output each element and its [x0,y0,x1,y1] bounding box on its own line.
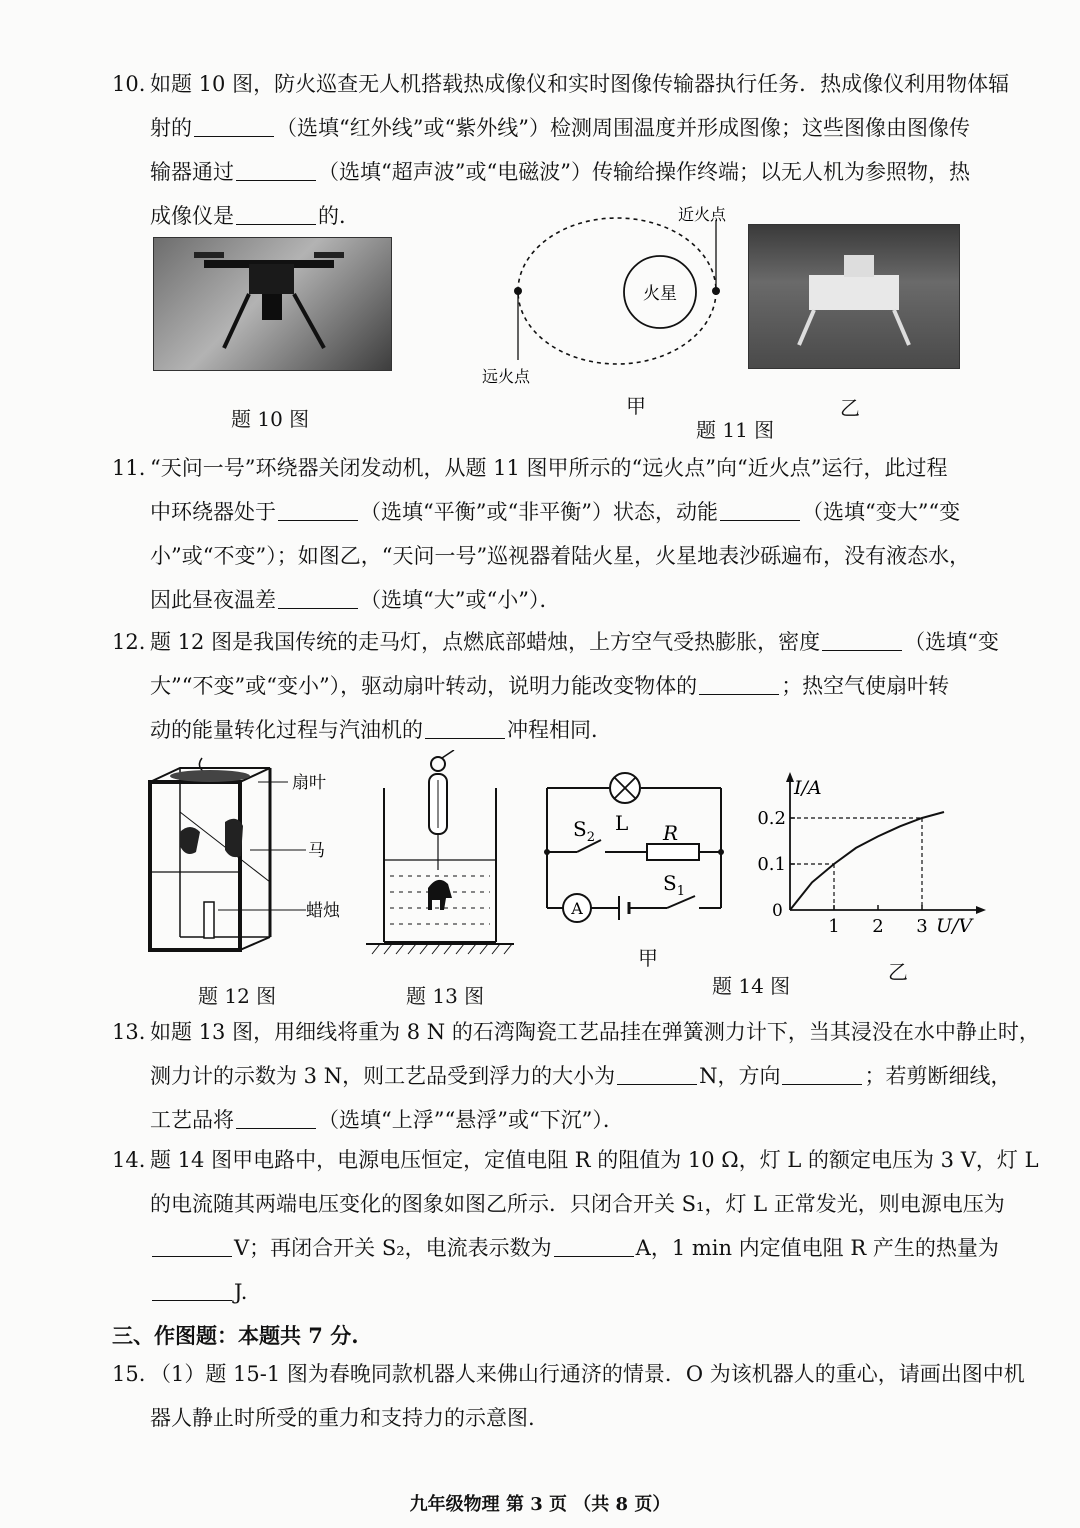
question-text: J. [150,1270,247,1314]
ammeter-label: A [571,899,583,918]
question-text: 小”或“不变”）；如图乙，“天问一号”巡视器着陆火星，火星地表沙砾遍布，没有液态水， [150,544,971,568]
iu-graph [750,770,990,940]
figure-label-jia: 甲 [638,946,658,970]
x-tick-label: 1 [828,916,840,937]
question-text: 如题 13 图，用细线将重为 8 N 的石湾陶瓷工艺品挂在弹簧测力计下，当其浸没在水中静止时， [150,1020,1040,1044]
lamp-label: L [615,811,629,835]
figure-caption: 题 10 图 [231,407,310,431]
ceramic-horse [428,880,452,910]
answer-blank[interactable] [236,1108,316,1129]
question-text: 输器通过 （选填“超声波”或“电磁波”）传输给操作终端；以无人机为参照物，热 [150,160,970,184]
answer-blank[interactable] [152,1280,232,1301]
answer-blank[interactable] [425,718,505,739]
figure-label-jia: 甲 [626,394,646,418]
question-text: （1）题 15-1 图为春晚同款机器人来佛山行通济的情景．O 为该机器人的重心，请画出图中机 [150,1362,1025,1386]
question-text: 成像仪是 的． [150,204,360,228]
circuit-diagram [535,760,735,930]
question-number: 10. [112,72,146,96]
answer-blank[interactable] [699,674,779,695]
fan-blade [170,770,250,782]
origin-label: 0 [772,901,783,921]
question-number: 15. [112,1362,146,1386]
figure-label-yi: 乙 [840,396,860,420]
question-text: 动的能量转化过程与汽油机的 冲程相同． [150,718,612,742]
question-number: 11. [112,456,146,480]
horse-label: 马 [308,841,325,861]
orbit-path [518,218,716,364]
question-text: 器人静止时所受的重力和支持力的示意图. [150,1406,535,1430]
question-text: 题 14 图甲电路中，电源电压恒定，定值电阻 R 的阻值为 10 Ω，灯 L 的额定电压为 3 V，灯 L [150,1148,1039,1172]
answer-blank[interactable] [152,1236,232,1257]
candle [204,902,214,938]
question-number: 12. [112,630,146,654]
horse-figure [180,827,200,854]
question-text: 射的 （选填“红外线”或“紫外线”）检测周围温度并形成图像；这些图像由图像传 [150,116,970,140]
resistor-icon [647,844,699,860]
answer-blank[interactable] [720,500,800,521]
x-tick-label: 3 [916,916,928,937]
x-tick-label: 2 [872,916,884,937]
answer-blank[interactable] [617,1064,697,1085]
perigee-label: 近火点 [678,205,727,224]
question-text: V；再闭合开关 S₂，电流表示数为 A，1 min 内定值电阻 R 产生的热量为 [150,1226,999,1270]
question-number: 13. [112,1020,146,1044]
answer-blank[interactable] [278,588,358,609]
rover-photo [748,224,960,369]
y-axis-label: I/A [794,777,822,799]
question-text: 题 12 图是我国传统的走马灯，点燃底部蜡烛，上方空气受热膨胀，密度 （选填“变 [150,630,999,654]
figure-caption: 题 12 图 [198,984,277,1008]
lantern-diagram [140,752,360,964]
question-text: 中环绕器处于 （选填“平衡”或“非平衡”）状态，动能 （选填“变大”“变 [150,500,961,524]
orbit-diagram [478,200,748,415]
answer-blank[interactable] [194,116,274,137]
question-number: 14. [112,1148,146,1172]
apogee-label: 远火点 [482,367,531,386]
question-text: “天问一号”环绕器关闭发动机，从题 11 图甲所示的“远火点”向“近火点”运行，此过程 [150,456,948,480]
series-line [790,812,944,910]
y-tick-label: 0.1 [757,854,786,875]
section-title: 三、作图题：本题共 7 分. [112,1323,359,1348]
figure-label-yi: 乙 [888,960,908,984]
question-text: 测力计的示数为 3 N，则工艺品受到浮力的大小为 N，方向 ；若剪断细线， [150,1064,1012,1088]
figure-caption: 题 14 图 [712,974,791,998]
answer-blank[interactable] [782,1064,862,1085]
figure-caption: 题 13 图 [406,984,485,1008]
x-axis-label: U/V [936,915,973,937]
switch-s2-label: $S_2$ [573,817,595,845]
resistor-label: R [663,821,679,845]
answer-blank[interactable] [236,160,316,181]
horse-figure [225,819,243,857]
candle-label: 蜡烛 [306,901,340,921]
switch-s1-label: $S_1$ [663,871,685,899]
y-tick-label: 0.2 [757,808,786,829]
question-text: 大”“不变”或“变小”），驱动扇叶转动，说明力能改变物体的 ；热空气使扇叶转 [150,674,950,698]
question-text: 如题 10 图，防火巡查无人机搭载热成像仪和实时图像传输器执行任务．热成像仪利用物体辐 [150,72,1010,96]
answer-blank[interactable] [236,204,316,225]
answer-blank[interactable] [554,1236,634,1257]
spring-scale-diagram [366,750,516,960]
question-text: 的电流随其两端电压变化的图象如图乙所示．只闭合开关 S₁，灯 L 正常发光，则电源电压为 [150,1192,1005,1216]
answer-blank[interactable] [278,500,358,521]
question-text: 因此昼夜温差 （选填“大”或“小”）． [150,588,561,612]
drone-icon [154,238,391,370]
fan-label: 扇叶 [292,773,326,793]
question-text: 工艺品将 （选填“上浮”“悬浮”或“下沉”）． [150,1108,624,1132]
figure-caption: 题 11 图 [696,418,775,442]
answer-blank[interactable] [822,630,902,651]
drone-photo [153,237,392,371]
rover-icon [749,225,959,368]
mars-label: 火星 [643,284,677,304]
page-footer: 九年级物理 第 3 页 （共 8 页） [409,1494,671,1515]
